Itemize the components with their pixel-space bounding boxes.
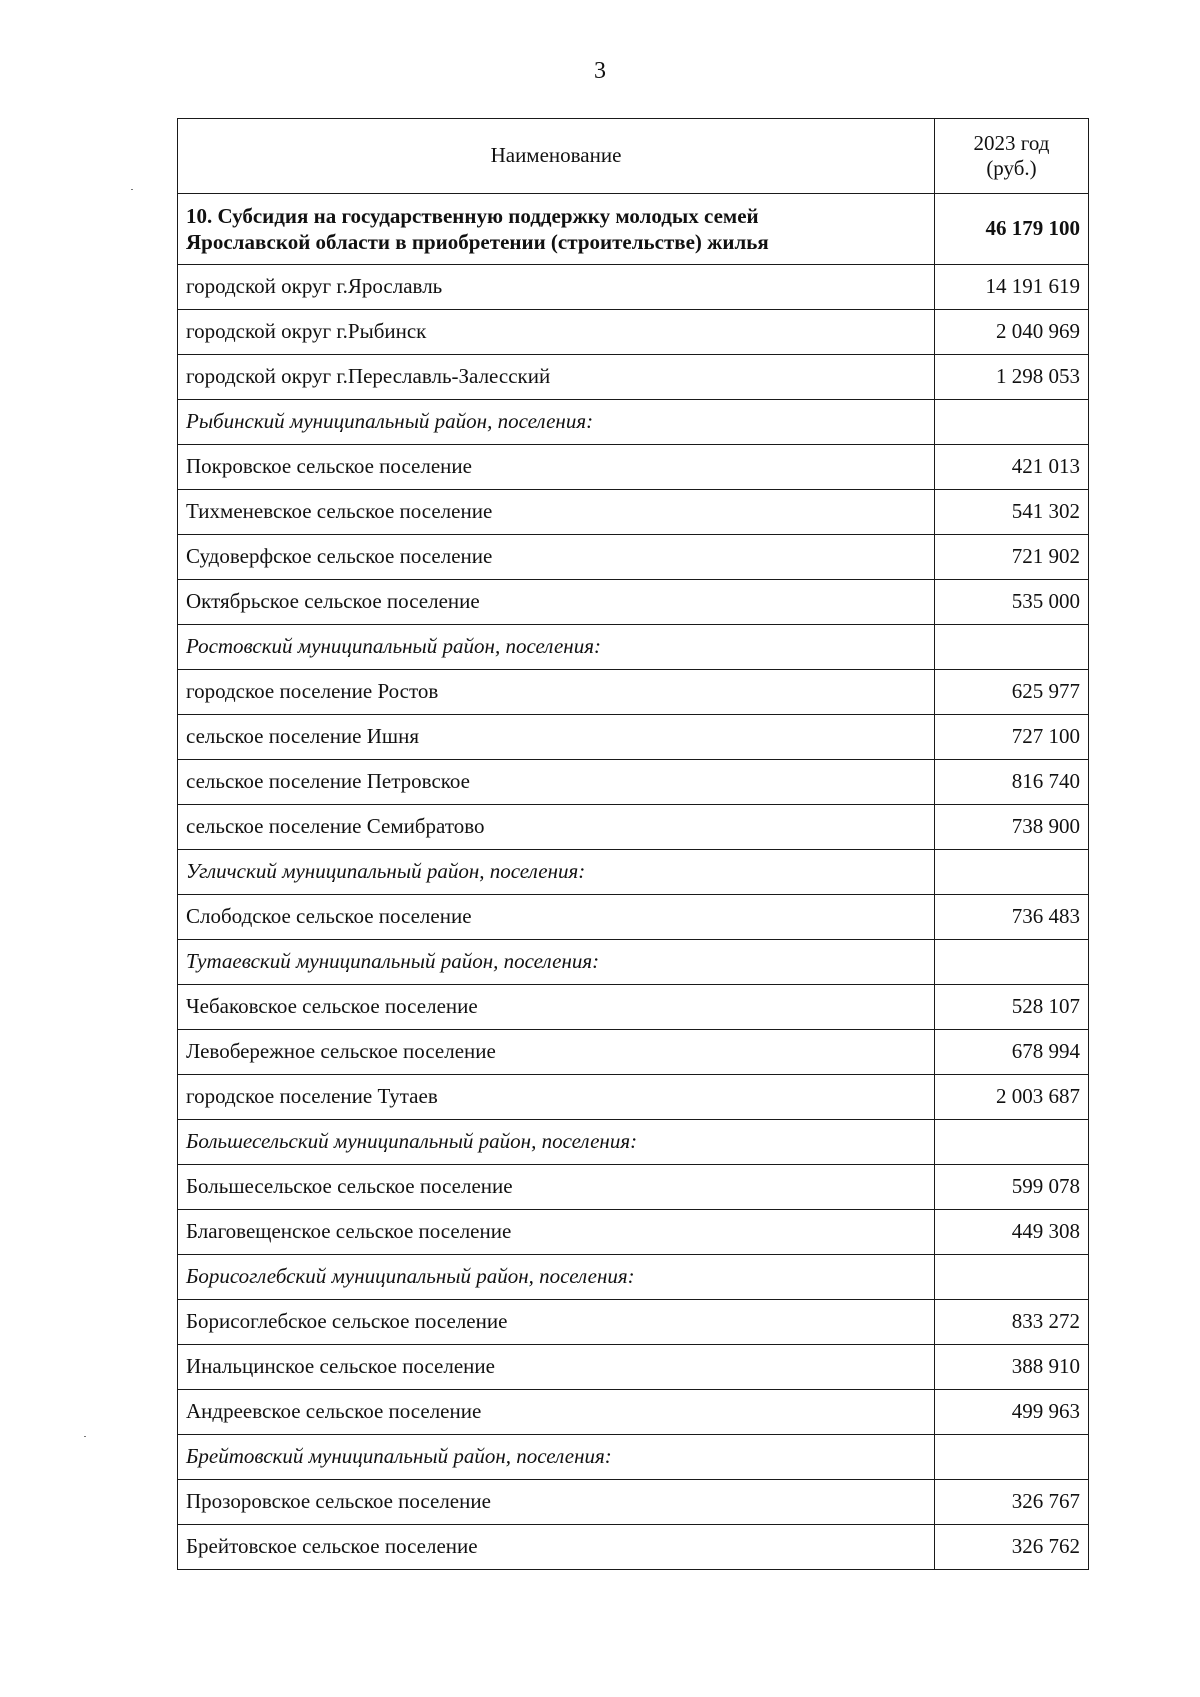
- row-value-cell: 499 963: [935, 1390, 1089, 1435]
- row-name-cell: городской округ г.Переславль-Залесский: [178, 355, 935, 400]
- row-name-cell: Судоверфское сельское поселение: [178, 535, 935, 580]
- row-value-cell: 421 013: [935, 445, 1089, 490]
- table-group-row: [178, 850, 1089, 895]
- table-group-row: [178, 400, 1089, 445]
- row-name-cell: Слободское сельское поселение: [178, 895, 935, 940]
- table-group-row: [178, 625, 1089, 670]
- group-name-cell: Тутаевский муниципальный район, поселения:: [178, 940, 935, 985]
- row-value-cell: 721 902: [935, 535, 1089, 580]
- scan-speck: [84, 1436, 86, 1437]
- row-name-cell: сельское поселение Ишня: [178, 715, 935, 760]
- row-name-cell: Чебаковское сельское поселение: [178, 985, 935, 1030]
- row-name-cell: Тихменевское сельское поселение: [178, 490, 935, 535]
- table-row: [178, 580, 1089, 625]
- row-value-cell: 326 767: [935, 1480, 1089, 1525]
- row-value-cell: 738 900: [935, 805, 1089, 850]
- subsidy-total-row: [178, 194, 1089, 265]
- row-name-cell: Октябрьское сельское поселение: [178, 580, 935, 625]
- row-value-cell: [935, 625, 1089, 670]
- subsidy-table: [177, 118, 1089, 1570]
- row-value-cell: 1 298 053: [935, 355, 1089, 400]
- table-row: [178, 985, 1089, 1030]
- table-row: [178, 535, 1089, 580]
- page-number: 3: [594, 58, 606, 84]
- group-name-cell: Борисоглебский муниципальный район, поселения:: [178, 1255, 935, 1300]
- header-unit: (руб.): [986, 156, 1037, 180]
- row-value-cell: 528 107: [935, 985, 1089, 1030]
- row-value-cell: 14 191 619: [935, 265, 1089, 310]
- row-value-cell: [935, 1435, 1089, 1480]
- subsidy-title-line-1: 10. Субсидия на государственную поддержку молодых семей: [186, 203, 759, 228]
- row-name-cell: Благовещенское сельское поселение: [178, 1210, 935, 1255]
- table-row: [178, 760, 1089, 805]
- scan-speck: [131, 189, 133, 190]
- table-row: [178, 1525, 1089, 1570]
- table-row: [178, 1390, 1089, 1435]
- table-row: [178, 670, 1089, 715]
- table-row: [178, 1480, 1089, 1525]
- row-name-cell: сельское поселение Петровское: [178, 760, 935, 805]
- row-value-cell: [935, 400, 1089, 445]
- table-row: [178, 445, 1089, 490]
- table-row: [178, 310, 1089, 355]
- table-row: [178, 265, 1089, 310]
- row-name-cell: Инальцинское сельское поселение: [178, 1345, 935, 1390]
- group-name-cell: Брейтовский муниципальный район, поселения:: [178, 1435, 935, 1480]
- table-group-row: [178, 1255, 1089, 1300]
- row-name-cell: Брейтовское сельское поселение: [178, 1525, 935, 1570]
- row-name-cell: Покровское сельское поселение: [178, 445, 935, 490]
- table-row: [178, 355, 1089, 400]
- group-name-cell: Большесельский муниципальный район, поселения:: [178, 1120, 935, 1165]
- row-name-cell: Большесельское сельское поселение: [178, 1165, 935, 1210]
- group-name-cell: Угличский муниципальный район, поселения:: [178, 850, 935, 895]
- row-name-cell: городское поселение Тутаев: [178, 1075, 935, 1120]
- row-name-cell: Прозоровское сельское поселение: [178, 1480, 935, 1525]
- row-value-cell: 326 762: [935, 1525, 1089, 1570]
- row-name-cell: сельское поселение Семибратово: [178, 805, 935, 850]
- row-value-cell: 535 000: [935, 580, 1089, 625]
- row-value-cell: 541 302: [935, 490, 1089, 535]
- row-name-cell: городской округ г.Рыбинск: [178, 310, 935, 355]
- subsidy-title-cell: [178, 194, 935, 265]
- header-year: 2023 год: [973, 130, 1050, 155]
- row-value-cell: 678 994: [935, 1030, 1089, 1075]
- header-value-cell: [935, 119, 1089, 194]
- subsidy-title-line-2: Ярославской области в приобретении (строительстве) жилья: [186, 230, 769, 254]
- row-value-cell: [935, 1120, 1089, 1165]
- row-name-cell: городской округ г.Ярославль: [178, 265, 935, 310]
- table-row: [178, 1300, 1089, 1345]
- row-name-cell: Борисоглебское сельское поселение: [178, 1300, 935, 1345]
- row-name-cell: Андреевское сельское поселение: [178, 1390, 935, 1435]
- table-row: [178, 1210, 1089, 1255]
- table-header-row: [178, 119, 1089, 194]
- row-value-cell: [935, 1255, 1089, 1300]
- row-value-cell: 625 977: [935, 670, 1089, 715]
- table-group-row: [178, 1435, 1089, 1480]
- header-name-cell: Наименование: [178, 119, 935, 194]
- table-row: [178, 805, 1089, 850]
- table-row: [178, 1345, 1089, 1390]
- group-name-cell: Рыбинский муниципальный район, поселения:: [178, 400, 935, 445]
- table-row: [178, 490, 1089, 535]
- table-group-row: [178, 940, 1089, 985]
- subsidy-total-value: 46 179 100: [935, 194, 1089, 265]
- row-value-cell: 388 910: [935, 1345, 1089, 1390]
- row-value-cell: 816 740: [935, 760, 1089, 805]
- row-value-cell: 449 308: [935, 1210, 1089, 1255]
- table-group-row: [178, 1120, 1089, 1165]
- row-value-cell: 727 100: [935, 715, 1089, 760]
- row-value-cell: [935, 850, 1089, 895]
- row-value-cell: 833 272: [935, 1300, 1089, 1345]
- row-value-cell: [935, 940, 1089, 985]
- row-value-cell: 599 078: [935, 1165, 1089, 1210]
- table-row: [178, 1165, 1089, 1210]
- row-value-cell: 736 483: [935, 895, 1089, 940]
- row-name-cell: городское поселение Ростов: [178, 670, 935, 715]
- row-value-cell: 2 040 969: [935, 310, 1089, 355]
- row-value-cell: 2 003 687: [935, 1075, 1089, 1120]
- table-row: [178, 895, 1089, 940]
- group-name-cell: Ростовский муниципальный район, поселения:: [178, 625, 935, 670]
- table-row: [178, 715, 1089, 760]
- table-row: [178, 1075, 1089, 1120]
- row-name-cell: Левобережное сельское поселение: [178, 1030, 935, 1075]
- table-row: [178, 1030, 1089, 1075]
